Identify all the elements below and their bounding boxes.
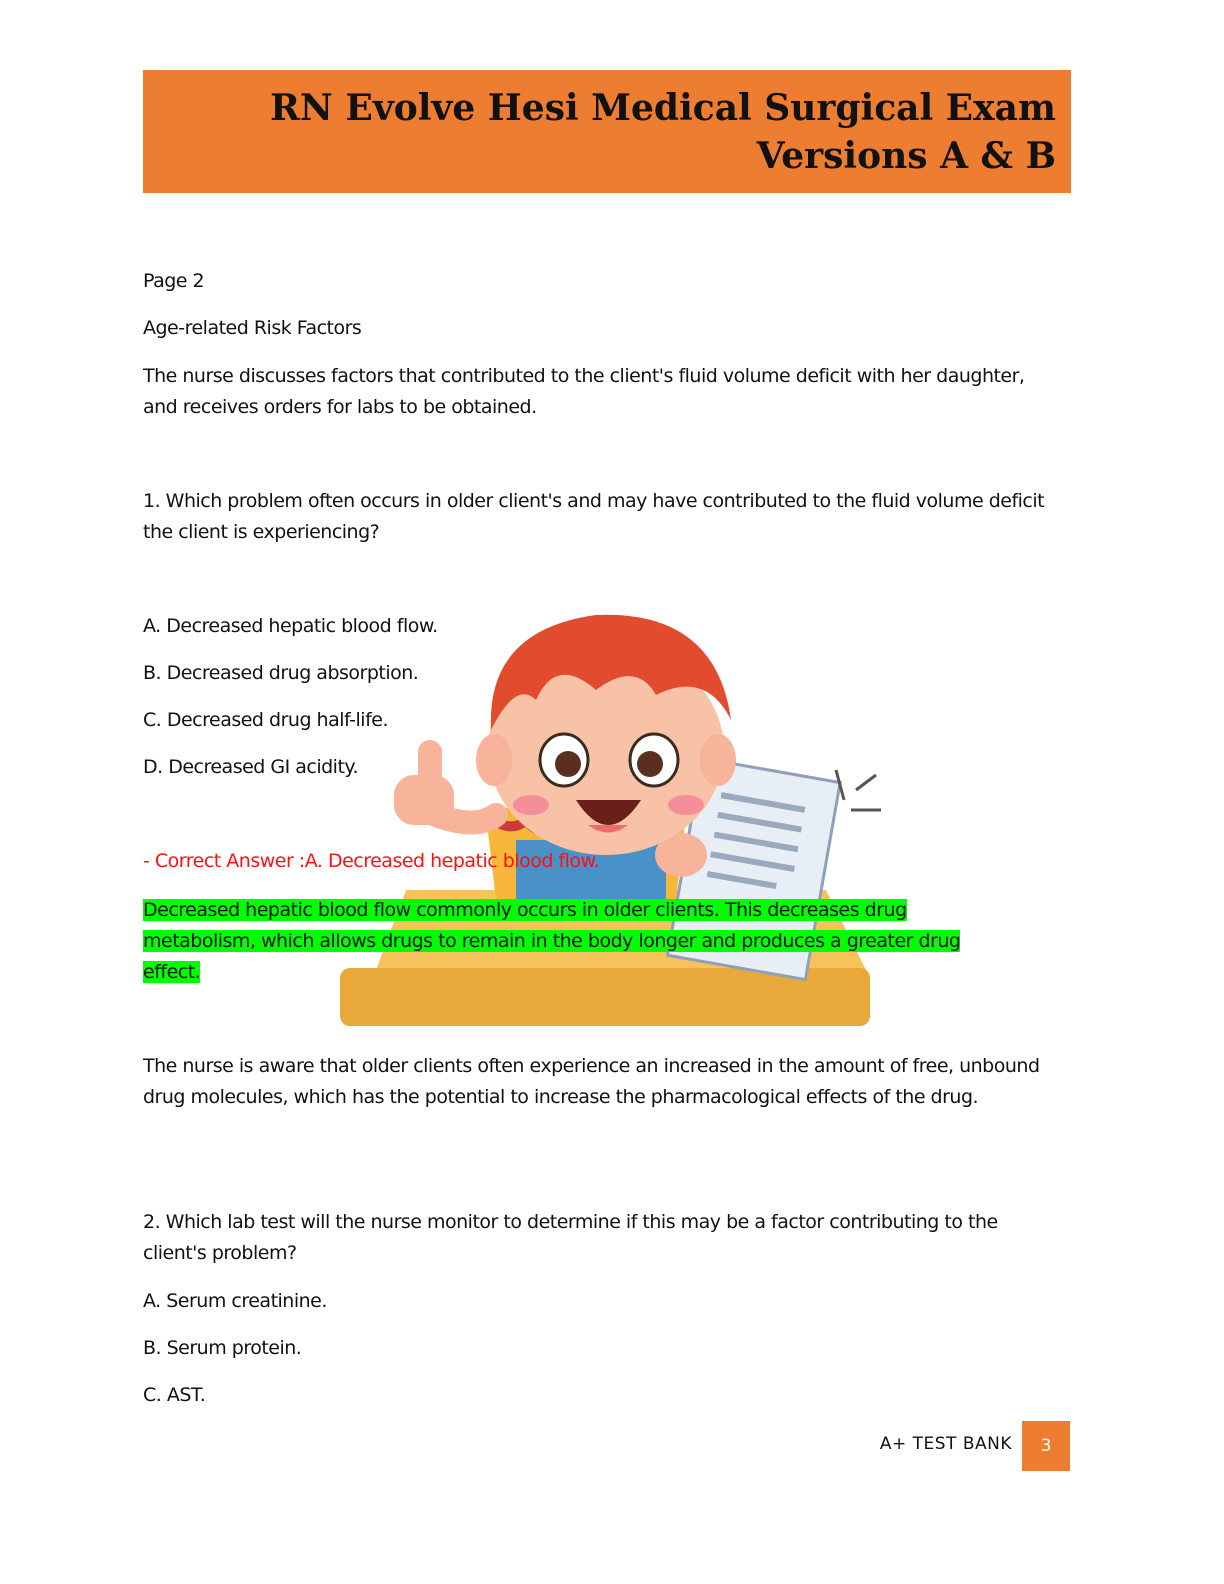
rationale-line-3: effect. [143, 961, 201, 983]
question-2-text: 2. Which lab test will the nurse monitor to determine if this may be a factor contributing to the client's problem? [143, 1211, 998, 1264]
question-1-note: The nurse is aware that older clients often experience an increased in the amount of free, unbound drug molecules, which has the potential to increase the pharmacological effects of the drug. [143, 1055, 1040, 1108]
question-1-option-d: D. Decreased GI acidity. [143, 756, 358, 778]
question-1-option-b: B. Decreased drug absorption. [143, 662, 419, 684]
question-1-correct-answer: - Correct Answer :A. Decreased hepatic blood flow. [143, 850, 600, 872]
rationale-line-2: metabolism, which allows drugs to remain in the body longer and produces a greater drug [143, 930, 961, 952]
section-heading: Age-related Risk Factors [143, 317, 362, 339]
question-2-option-a: A. Serum creatinine. [143, 1290, 327, 1312]
footer-label: A+ TEST BANK [879, 1434, 1012, 1454]
page-number: 3 [1022, 1421, 1070, 1471]
page-label: Page 2 [143, 270, 205, 292]
question-1-option-c: C. Decreased drug half-life. [143, 709, 388, 731]
document-title [270, 84, 1056, 180]
intro-paragraph: The nurse discusses factors that contributed to the client's fluid volume deficit with her daughter, and receives orders for labs to be obtained. [143, 365, 1025, 418]
question-1-text: 1. Which problem often occurs in older client's and may have contributed to the fluid volume deficit the client is experiencing? [143, 490, 1045, 543]
document-title-line-2: Versions A & B [756, 135, 1056, 177]
question-2-option-b: B. Serum protein. [143, 1337, 302, 1359]
question-2-option-c: C. AST. [143, 1384, 206, 1406]
header-band [143, 70, 1071, 193]
document-title-line-1: RN Evolve Hesi Medical Surgical Exam [270, 87, 1056, 129]
question-1-option-a: A. Decreased hepatic blood flow. [143, 615, 438, 637]
rationale-line-1: Decreased hepatic blood flow commonly occurs in older clients. This decreases drug [143, 899, 907, 921]
question-1-rationale [143, 895, 1063, 988]
